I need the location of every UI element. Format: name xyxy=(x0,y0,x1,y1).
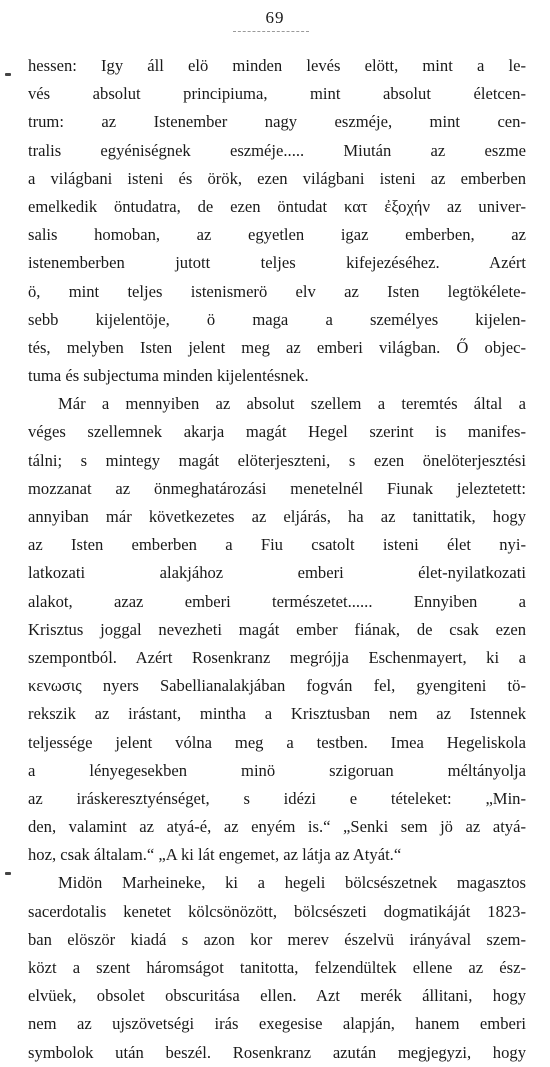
text-line: istenemberben jutott teljes kifejezéséhez. Azért xyxy=(28,253,526,273)
text-line: teljessége jelent vólna meg a testben. Imea Hegeliskola xyxy=(28,732,526,752)
text-line: az Isten emberben a Fiu csatolt isteni élet nyi- xyxy=(28,535,526,555)
text-line: mozzanat az önmeghatározási menetelnél Fiunak jeleztetett: xyxy=(28,478,526,498)
page-number: 69 xyxy=(265,8,285,27)
text-line: emelkedik öntudatra, de ezen öntudat κατ ἐξοχήν az univer- xyxy=(28,196,526,216)
text-line: den, valamint az atyá-é, az enyém is.“ „Senki sem jö az atyá- xyxy=(28,817,526,837)
text-line: κενωσις nyers Sabellianalakjában fogván fel, gyengiteni tö- xyxy=(28,676,526,696)
text-line: véges szellemnek akarja magát Hegel szerint is manifes- xyxy=(28,422,526,442)
page-number-rule xyxy=(233,31,309,32)
text-line: vés absolut principiuma, mint absolut életcen- xyxy=(28,84,526,104)
text-line: tálni; s mintegy magát elöterjeszteni, s ezen önelöterjesztési xyxy=(28,450,526,470)
text-line: a világbani isteni és örök, ezen világbani isteni az emberben xyxy=(28,168,526,188)
text-line: közt a szent háromságot tanitotta, felzendültek ellene az ész- xyxy=(28,958,526,977)
text-line: elvüek, obsolet obscuritása ellen. Azt merék állitani, hogy xyxy=(28,986,526,1006)
text-line: hoz, csak általam.“ „A ki lát engemet, az látja az Atyát.“ xyxy=(28,845,402,865)
text-line: sacerdotalis kenetet kölcsönözött, bölcsészeti dogmatikáját 1823- xyxy=(28,901,526,921)
margin-mark xyxy=(5,872,11,875)
text-line: ban elöször kiadá s azon kor merev észelvü irányával szem- xyxy=(28,929,526,949)
text-line: Midön Marheineke, ki a hegeli bölcsészetnek magasztos xyxy=(58,873,526,893)
text-line: annyiban már következetes az eljárás, ha az tanittatik, hogy xyxy=(28,507,526,526)
text-line: tés, melyben Isten jelent meg az emberi világban. Ő objec- xyxy=(28,337,526,357)
text-line: rekszik az irástant, mintha a Krisztusban nem az Istennek xyxy=(28,704,526,724)
body-text xyxy=(28,52,526,1067)
text-line: szempontból. Azért Rosenkranz megrójja Eschenmayert, ki a xyxy=(28,647,526,667)
text-line: sebb kijelentöje, ö maga a személyes kijelen- xyxy=(28,309,526,329)
text-line: trum: az Istenember nagy eszméje, mint cen- xyxy=(28,112,526,132)
text-line: latkozati alakjához emberi élet-nyilatkozati xyxy=(28,563,526,583)
text-line: ö, mint teljes istenismerö elv az Isten legtökélete- xyxy=(28,281,526,301)
text-line: Már a mennyiben az absolut szellem a teremtés által a xyxy=(58,394,526,414)
text-line: symbolok után beszél. Rosenkranz azután megjegyzi, hogy xyxy=(28,1042,526,1062)
text-line: Krisztus joggal nevezheti magát ember fiának, de csak ezen xyxy=(28,619,526,639)
text-line: nem az ujszövetségi irás exegesise alapján, hanem emberi xyxy=(28,1014,526,1034)
text-line: tuma és subjectuma minden kijelentésnek. xyxy=(28,366,309,386)
text-line: hessen: Igy áll elö minden levés elött, mint a le- xyxy=(28,56,526,75)
text-line: alakot, azaz emberi természetet...... Ennyiben a xyxy=(28,591,526,611)
margin-mark xyxy=(5,73,11,76)
text-line: a lényegesekben minö szigoruan méltányolja xyxy=(28,760,526,780)
text-line: az iráskeresztyénséget, s idézi e tételeket: „Min- xyxy=(28,788,526,808)
text-line: salis homoban, az egyetlen igaz emberben, az xyxy=(28,225,526,245)
text-line: tralis egyéniségnek eszméje..... Miután az eszme xyxy=(28,140,526,160)
